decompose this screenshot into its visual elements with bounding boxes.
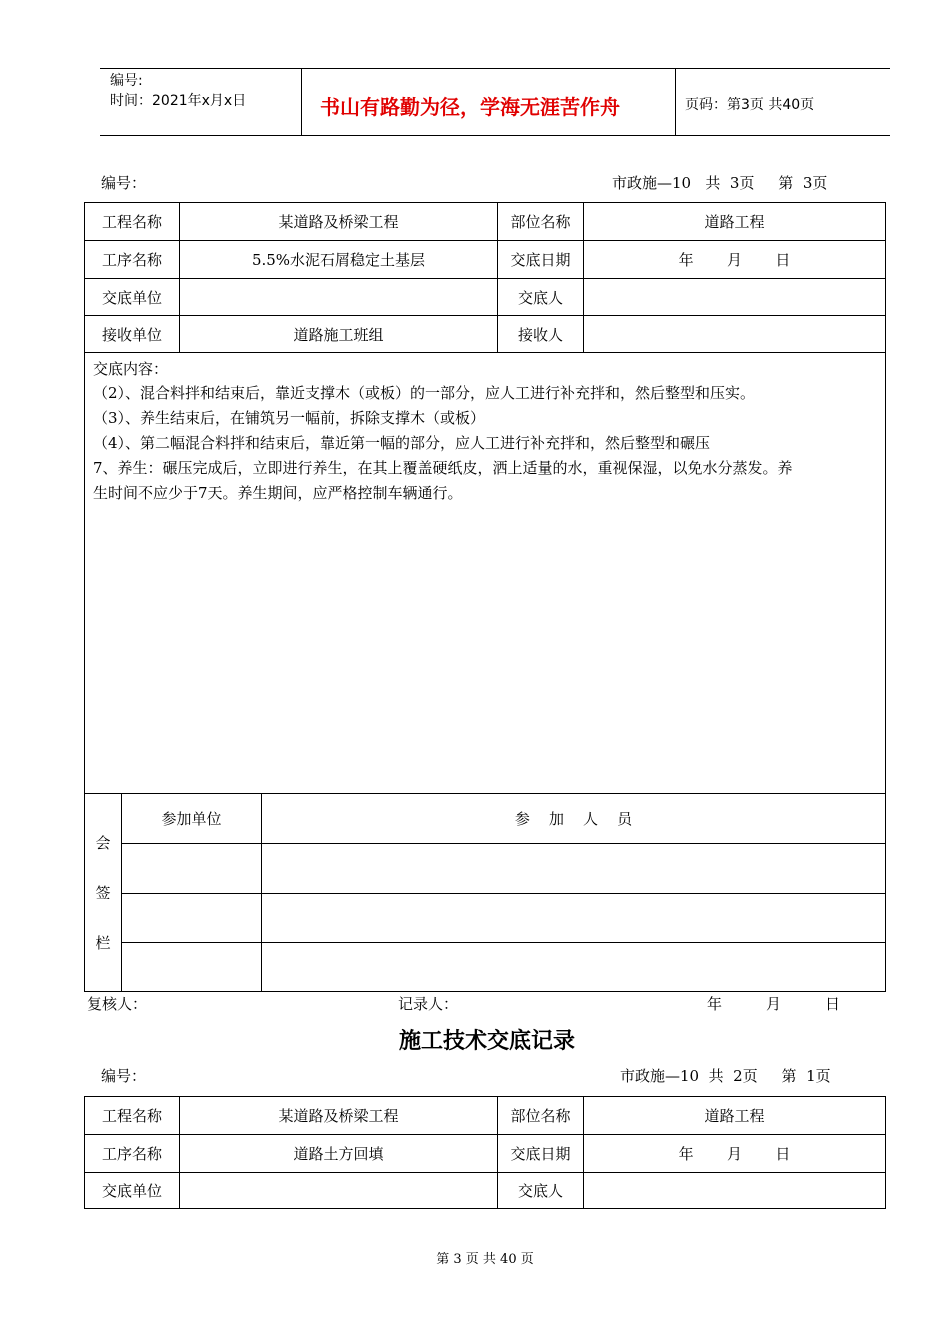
cell: 部位名称: [498, 203, 584, 241]
cell: [122, 894, 262, 943]
signoff-char: 签: [95, 883, 111, 902]
cell: 交底日期: [498, 241, 584, 279]
form1-code: 市政施—10 共 3页 第 3页: [612, 174, 828, 192]
form2-info-table: [84, 1096, 886, 1209]
form1-serial-label: 编号：: [101, 174, 147, 192]
table-row: [85, 894, 886, 943]
cell: 道路工程: [584, 1097, 886, 1135]
table-row: [85, 279, 886, 316]
cell: 交底人: [498, 1173, 584, 1209]
cell: 某道路及桥梁工程: [180, 203, 498, 241]
cell: [122, 943, 262, 992]
cell: 道路土方回填: [180, 1135, 498, 1173]
cell: 工序名称: [85, 1135, 180, 1173]
cell: 道路施工班组: [180, 316, 498, 353]
form1-info-table: [84, 202, 886, 353]
cell: 工序名称: [85, 241, 180, 279]
table-row: [85, 1135, 886, 1173]
col-header-people: 参 加 人 员: [262, 794, 886, 844]
table-row: [85, 1097, 886, 1135]
table-row: [85, 241, 886, 279]
page-footer: 第 3 页 共 40 页: [436, 1252, 534, 1267]
signoff-side: [85, 794, 122, 992]
recorder-label: 记录人：: [398, 995, 459, 1013]
cell: 交底日期: [498, 1135, 584, 1173]
cell: [180, 1173, 498, 1209]
month-label: 月: [766, 995, 782, 1013]
cell: 工程名称: [85, 203, 180, 241]
form2-code: 市政施—10 共 2页 第 1页: [620, 1067, 831, 1085]
cell: 接收单位: [85, 316, 180, 353]
cell: [180, 279, 498, 316]
cell: 道路工程: [584, 203, 886, 241]
cell: [584, 1173, 886, 1209]
year-label: 年: [707, 995, 723, 1013]
content-line: （2）、混合料拌和结束后，靠近支撑木（或板）的一部分，应人工进行补充拌和，然后整型和压实。: [93, 384, 756, 402]
cell: [262, 894, 886, 943]
content-line: （3）、养生结束后，在铺筑另一幅前，拆除支撑木（或板）: [93, 409, 486, 427]
signoff-char: 栏: [95, 933, 111, 952]
header-motto: 书山有路勤为径，学海无涯苦作舟: [320, 95, 620, 119]
cell: 交底单位: [85, 1173, 180, 1209]
content-label: 交底内容：: [93, 360, 169, 378]
reviewer-label: 复核人：: [87, 995, 148, 1013]
header-time: 时间：2021年x月x日: [110, 93, 247, 109]
table-row: [85, 203, 886, 241]
content-line: 7、养生：碾压完成后，立即进行养生，在其上覆盖硬纸皮，洒上适量的水，重视保湿，以免水分蒸发。养: [93, 459, 793, 477]
header-serial: 编号:: [110, 73, 143, 89]
header-page-code: 页码：第3页 共40页: [685, 97, 815, 113]
content-line: 生时间不应少于7天。养生期间，应严格控制车辆通行。: [93, 484, 463, 502]
cell: [262, 844, 886, 894]
signoff-table: [84, 793, 886, 992]
cell: 年 月 日: [584, 241, 886, 279]
cell: 年 月 日: [584, 1135, 886, 1173]
signoff-char: 会: [95, 833, 111, 852]
cell: [122, 844, 262, 894]
form2-serial-label: 编号：: [101, 1067, 147, 1085]
col-header-unit: 参加单位: [122, 794, 262, 844]
cell: 5.5%水泥石屑稳定土基层: [180, 241, 498, 279]
cell: 交底人: [498, 279, 584, 316]
content-line: （4）、第二幅混合料拌和结束后，靠近第一幅的部分，应人工进行补充拌和，然后整型和碾压: [93, 434, 711, 452]
cell: 工程名称: [85, 1097, 180, 1135]
cell: [584, 316, 886, 353]
table-row: [85, 316, 886, 353]
table-row: [85, 1173, 886, 1209]
table-row: [85, 943, 886, 992]
cell: 交底单位: [85, 279, 180, 316]
table-row: [85, 844, 886, 894]
form2-title: 施工技术交底记录: [399, 1028, 576, 1054]
cell: 部位名称: [498, 1097, 584, 1135]
table-row: [85, 794, 886, 844]
cell: 接收人: [498, 316, 584, 353]
cell: [262, 943, 886, 992]
cell: 某道路及桥梁工程: [180, 1097, 498, 1135]
day-label: 日: [825, 995, 841, 1013]
cell: [584, 279, 886, 316]
